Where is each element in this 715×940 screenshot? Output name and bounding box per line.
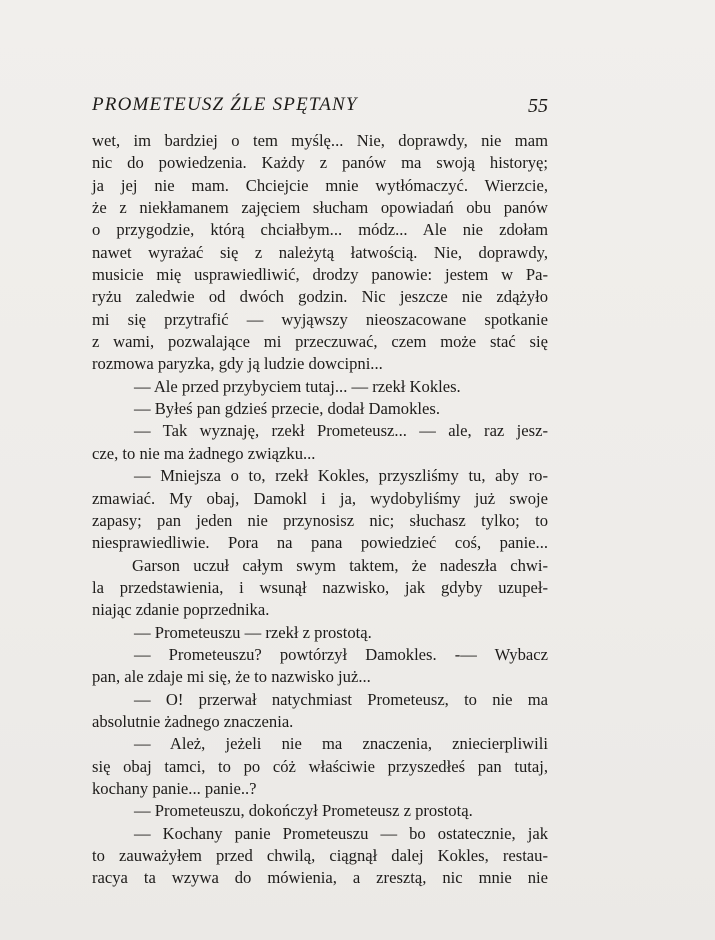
text-line: zmawiać. My obaj, Damokl i ja, wydobyliśmy już swoje [92,488,548,508]
text-line: nawet wyrażać się z należytą łatwością. Nie, doprawdy, [92,242,548,262]
text-line: ryżu zaledwie od dwóch godzin. Nic jeszcze nie zdążyło [92,287,548,307]
text-line: zapasy; pan jeden nie przynosisz nic; słuchasz tylko; to [92,510,548,530]
text-line: — O! przerwał natychmiast Prometeusz, to nie ma [134,689,548,709]
text-line: mi się przytrafić — wyjąwszy nieoszacowane spotkanie [92,309,548,329]
text-line: — Prometeuszu? powtórzył Damokles. -— Wybacz [134,644,548,664]
text-line: nic do powiedzenia. Każdy z panów ma swoją historyę; [92,153,548,173]
text-line: — Prometeuszu, dokończył Prometeusz z prostotą. [134,801,473,821]
text-line: pan, ale zdaje mi się, że to nazwisko już... [92,667,371,687]
text-line: — Prometeuszu — rzekł z prostotą. [134,622,372,642]
text-line: niesprawiedliwie. Pora na pana powiedzieć coś, panie... [92,533,548,553]
text-line: — Ale przed przybyciem tutaj... — rzekł Kokles. [134,376,461,396]
text-line: — Byłeś pan gdzieś przecie, dodał Damokles. [134,399,440,419]
text-line: Garson uczuł całym swym taktem, że nadeszła chwi- [132,555,548,575]
running-head [92,94,548,124]
text-line: — Tak wyznaję, rzekł Prometeusz... — ale, raz jesz- [134,421,548,441]
text-line: absolutnie żadnego znaczenia. [92,711,294,731]
text-line: niając zdanie poprzednika. [92,600,270,620]
text-line: się obaj tamci, to po cóż właściwie przyszedłeś pan tutaj, [92,756,548,776]
text-line: la przedstawienia, i wsunął nazwisko, jak gdyby uzupeł- [92,577,548,597]
body-text [92,130,548,890]
text-line: — Kochany panie Prometeuszu — bo ostatecznie, jak [134,823,548,843]
text-line: — Ależ, jeżeli nie ma znaczenia, zniecierpliwili [134,734,548,754]
text-line: że z niekłamanem zajęciem słucham opowiadań obu panów [92,198,548,218]
text-line: musicie mię usprawiedliwić, drodzy panowie: jestem w Pa- [92,265,548,285]
text-line: racya ta wzywa do mówienia, a zresztą, nic mnie nie [92,868,548,888]
text-line: wet, im bardziej o tem myślę... Nie, doprawdy, nie mam [92,131,548,150]
text-line: to zauważyłem przed chwilą, ciągnął dalej Kokles, restau- [92,846,548,865]
text-line: cze, to nie ma żadnego związku... [92,443,316,463]
text-line: — Mniejsza o to, rzekł Kokles, przyszliśmy tu, aby ro- [134,466,548,486]
text-line: o przygodzie, którą chciałbym... módz... Ale nie zdołam [92,220,548,240]
text-line: z wami, pozwalające mi przeczuwać, czem może stać się [92,332,548,352]
text-line: ja jej nie mam. Chciejcie mnie wytłómaczyć. Wierzcie, [92,175,548,195]
text-line: kochany panie... panie..? [92,778,257,798]
page-number: 55 [528,95,548,117]
running-title: PROMETEUSZ ŹLE SPĘTANY [92,94,358,115]
text-line: rozmowa paryzka, gdy ją ludzie dowcipni... [92,354,383,374]
